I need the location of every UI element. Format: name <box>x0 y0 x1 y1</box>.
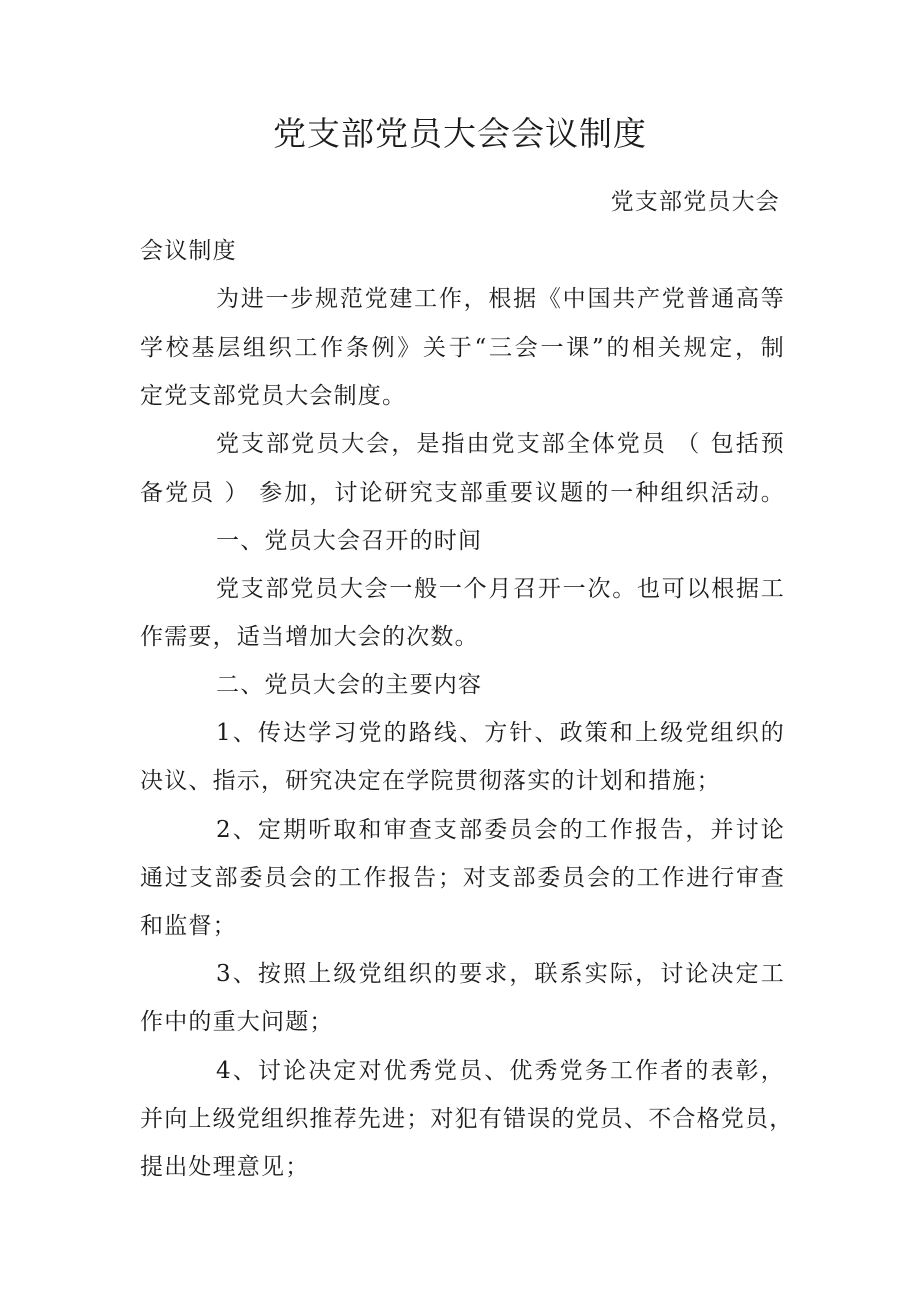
section-heading: 二、党员大会的主要内容 <box>216 672 483 698</box>
list-item-line: 通过支部委员会的工作报告；对支部委员会的工作进行审查 <box>140 865 785 891</box>
subtitle-line-2: 会议制度 <box>140 238 237 264</box>
list-item-line: 2、定期听取和审查支部委员会的工作报告，并讨论 <box>216 817 785 843</box>
paragraph-line: 备党员 ） 参加，讨论研究支部重要议题的一种组织活动。 <box>140 480 785 506</box>
list-item-line: 决议、指示，研究决定在学院贯彻落实的计划和措施； <box>140 768 721 794</box>
list-item-line: 并向上级党组织推荐先进；对犯有错误的党员、不合格党员， <box>140 1106 794 1132</box>
list-item-line: 作中的重大问题； <box>140 1009 334 1035</box>
list-item-line: 和监督； <box>140 913 237 939</box>
document-title: 党支部党员大会会议制度 <box>273 114 647 153</box>
section-heading: 一、党员大会召开的时间 <box>216 528 483 554</box>
list-item-line: 提出处理意见； <box>140 1154 310 1180</box>
list-item-line: 1、传达学习党的路线、方针、政策和上级党组织的 <box>216 720 785 746</box>
paragraph-line: 学校基层组织工作条例》关于“三会一课”的相关规定，制 <box>140 335 785 361</box>
paragraph-line: 为进一步规范党建工作，根据《中国共产党普通高等 <box>216 286 785 312</box>
list-item-line: 3、按照上级党组织的要求，联系实际，讨论决定工 <box>216 961 785 987</box>
list-item-line: 4、讨论决定对优秀党员、优秀党务工作者的表彰， <box>216 1058 785 1084</box>
paragraph-line: 定党支部党员大会制度。 <box>140 383 407 409</box>
paragraph-line: 党支部党员大会，是指由党支部全体党员 （ 包括预 <box>216 431 785 457</box>
paragraph-line: 作需要，适当增加大会的次数。 <box>140 624 479 650</box>
paragraph-line: 党支部党员大会一般一个月召开一次。也可以根据工 <box>216 576 785 602</box>
subtitle-line-1: 党支部党员大会 <box>610 189 780 215</box>
